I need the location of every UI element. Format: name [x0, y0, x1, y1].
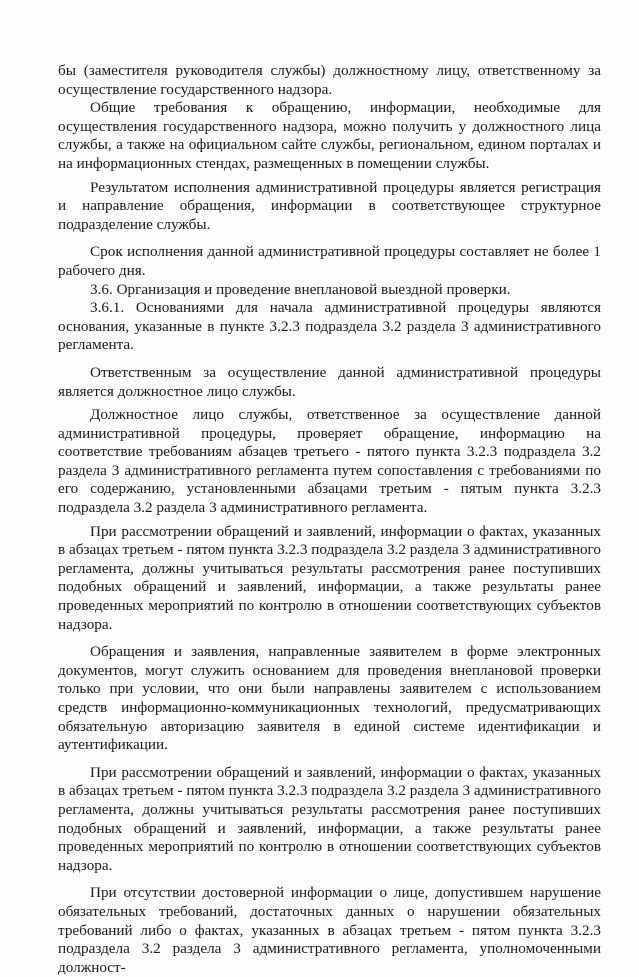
paragraph-3-6-1: 3.6.1. Основаниями для начала административной процедуры являются основания, указанные в пункте 3.2.3 подраздела 3.2 раздела 3 административного регламента.	[58, 299, 601, 354]
paragraph-no-reliable-info: При отсутствии достоверной информации о лице, допустившем нарушение обязательных требований, достаточных данных о нарушении обязательных требований либо о фактах, указанных в абзацах третьем - пятом пункта 3.2.3 подраздела 3.2 раздела 3 административного регламента, уполномоченными должност-	[58, 884, 601, 976]
paragraph-2: Общие требования к обращению, информации, необходимые для осуществления государственного надзора, можно получить у должностного лица службы, а также на официальном сайте службы, региональном, едином порталах и на информационных стендах, размещенных в помещении службы.	[58, 99, 601, 172]
section-heading-3-6: 3.6. Организация и проведение внеплановой выездной проверки.	[90, 280, 511, 298]
paragraph-official-check: Должностное лицо службы, ответственное за осуществление данной административной процедуры, проверяет обращение, информацию на соответствие требованиям абзацев третьего - пятого пункта 3.2.3 подраздела 3.2 раздела 3 административного регламента путем сопоставления с требованиями по его содержанию, установленными абзацами третьим - пятым пункта 3.2.3 подраздела 3.2 раздела 3 административного регламента.	[58, 406, 601, 517]
paragraph-3: Результатом исполнения административной процедуры является регистрация и направление обращения, информации в соответствующее структурное подразделение службы.	[58, 178, 601, 233]
paragraph-1: бы (заместителя руководителя службы) должностному лицу, ответственному за осуществление государственного надзора.	[58, 62, 601, 98]
paragraph-electronic-docs: Обращения и заявления, направленные заявителем в форме электронных документов, могут служить основанием для проведения внеплановой проверки только при условии, что они были направлены заявителем с использованием средств информационно-коммуникационных технологий, предусматривающих обязательную авторизацию заявителя в единой системе идентификации и аутентификации.	[58, 643, 601, 754]
paragraph-consideration-2: При рассмотрении обращений и заявлений, информации о фактах, указанных в абзацах третьем - пятом пункта 3.2.3 подраздела 3.2 раздела 3 административного регламента, должны учитываться результаты рассмотрения ранее поступивших подобных обращений и заявлений, информации, а также результаты ранее проведенных мероприятий по контролю в отношении соответствующих субъектов надзора.	[58, 763, 601, 874]
paragraph-consideration-1: При рассмотрении обращений и заявлений, информации о фактах, указанных в абзацах третьем - пятом пункта 3.2.3 подраздела 3.2 раздела 3 административного регламента, должны учитываться результаты рассмотрения ранее поступивших подобных обращений и заявлений, информации, а также результаты ранее проведенных мероприятий по контролю в отношении соответствующих субъектов надзора.	[58, 522, 601, 633]
paragraph-responsible: Ответственным за осуществление данной административной процедуры является должностное лицо службы.	[58, 363, 601, 400]
paragraph-4: Срок исполнения данной административной процедуры составляет не более 1 рабочего дня.	[58, 243, 601, 279]
